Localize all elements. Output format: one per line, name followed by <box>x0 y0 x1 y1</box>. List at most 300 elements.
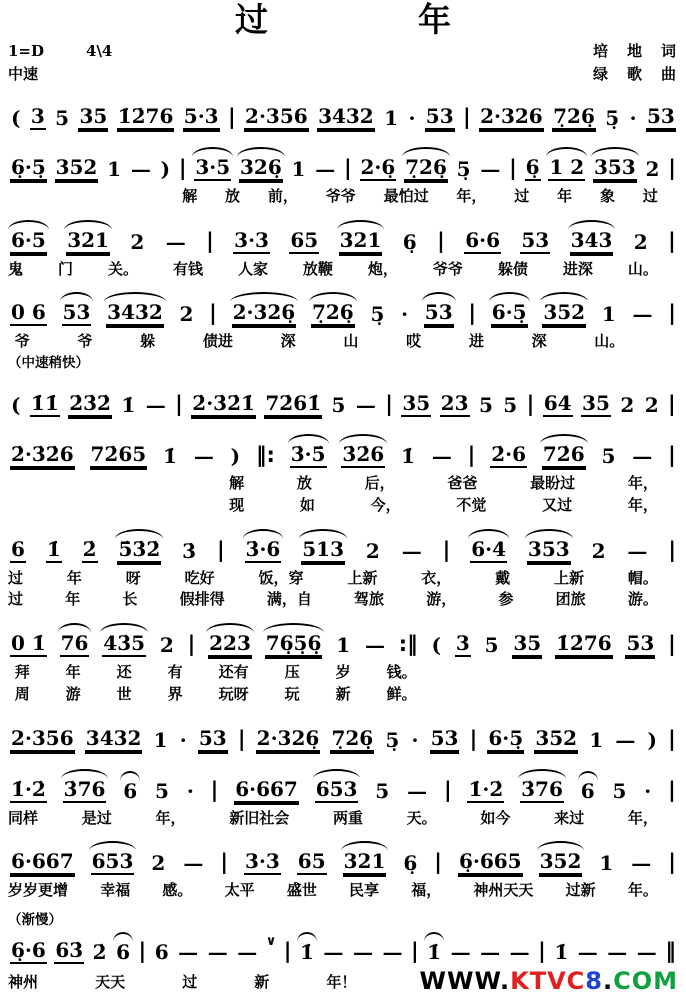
note-token: 5̣ <box>370 302 385 327</box>
note-token: 7̣26̣ <box>311 300 354 325</box>
note-token: 321 <box>339 227 382 252</box>
note-token: 35 <box>582 391 610 416</box>
note-token: 1 <box>291 156 306 181</box>
lyric-word: 解 <box>229 474 245 493</box>
lyric-word: 又过 <box>542 495 573 514</box>
note-token: · <box>179 727 187 752</box>
note-token: 6·667 <box>235 776 298 801</box>
lyrics-row <box>15 684 417 706</box>
lyric-word: 过 <box>8 590 24 609</box>
lyric-word: 过新 <box>565 881 596 900</box>
lyric-word: 假排得 <box>179 590 225 609</box>
lyric-word: 钱。 <box>386 663 417 682</box>
note-token: — <box>237 940 258 965</box>
barline: | <box>668 632 676 657</box>
note-token: 6̣ <box>525 154 540 179</box>
note-token: 6̣ <box>403 851 418 876</box>
note-token: 76 <box>60 631 89 656</box>
note-token: — <box>364 633 385 658</box>
lyric-word: 年 <box>557 186 573 205</box>
note-token: 3 <box>455 631 470 656</box>
note-token: 1 <box>153 727 168 752</box>
note-token: 6 <box>11 536 25 561</box>
lyric-word: 深 <box>280 332 296 351</box>
barline: | <box>178 155 187 180</box>
note-token: — <box>145 393 166 418</box>
tempo-marking: 中速 <box>8 65 39 84</box>
lyric-word: 福， <box>411 881 442 900</box>
barline: | <box>469 726 478 751</box>
lyric-word: 债进 <box>202 332 233 351</box>
lyric-word: 进 <box>468 332 484 351</box>
tempo-change-label: （渐慢） <box>8 912 62 929</box>
lyric-word: 长 <box>122 590 138 609</box>
note-token: — <box>627 538 648 563</box>
note-token: ) <box>160 156 171 181</box>
note-token: 3̇·5̇ <box>290 442 326 467</box>
note-token: — <box>401 538 422 563</box>
lyric-word: 新 <box>254 972 270 991</box>
note-token: 7̣26̣ <box>405 154 447 179</box>
lyric-word: 年 <box>65 663 81 682</box>
note-token: 35 <box>402 391 431 416</box>
barline: | <box>526 392 535 417</box>
title-char-1: 过 <box>235 0 268 39</box>
final-lyrics-row <box>8 972 356 994</box>
barline: | <box>187 632 196 657</box>
note-token: 1 <box>599 851 614 876</box>
note-token: — <box>165 229 186 254</box>
note-token: — <box>352 940 373 965</box>
barline: | <box>538 939 546 964</box>
lyric-word: 游， <box>426 590 457 609</box>
note-token: 326̣ <box>239 154 282 179</box>
lyric-word: 界 <box>167 684 183 703</box>
lyric-word: 新 <box>335 684 351 703</box>
note-token: 53 <box>62 300 91 325</box>
lyric-word: 年， <box>155 808 186 827</box>
music-system <box>8 145 678 208</box>
note-token: 5̣ <box>385 727 400 752</box>
lyric-word: 团旅 <box>555 590 586 609</box>
note-token: 352 <box>543 300 586 325</box>
note-token: 53 <box>424 300 453 325</box>
lyric-word: 爸爸 <box>447 474 478 493</box>
note-token: 3·3 <box>234 227 269 252</box>
note-token: 1 <box>336 633 351 658</box>
barline: | <box>175 392 183 417</box>
barline: | <box>227 104 236 129</box>
lyric-word: 驾旅 <box>354 590 385 609</box>
lyric-word: 感。 <box>162 881 193 900</box>
note-token: 53 <box>521 227 550 252</box>
lyric-word: 哎 <box>406 332 422 351</box>
note-token: 6̣·6 <box>11 938 46 963</box>
note-token: — <box>480 940 501 965</box>
music-row <box>8 381 678 422</box>
note-token: 63̇ <box>55 938 84 963</box>
barline: | <box>209 301 217 326</box>
note-token: 2̇ <box>82 536 97 561</box>
music-row <box>8 767 678 808</box>
note-token: 6 <box>123 778 138 803</box>
note-token: 6 <box>154 940 169 965</box>
note-token: 2·356 <box>11 725 74 750</box>
note-token: 3432 <box>318 103 374 128</box>
note-token: 6·4 <box>471 536 507 561</box>
watermark-ktvc: KTVC <box>510 967 586 995</box>
music-row <box>8 432 678 473</box>
note-token: 353 <box>593 154 636 179</box>
music-system <box>8 621 678 706</box>
music-row <box>8 94 678 135</box>
note-token: 5̣ <box>456 156 471 181</box>
lyric-word: 爷爷 <box>432 259 463 278</box>
lyric-word: 爷 <box>14 332 30 351</box>
lyric-word: 天。 <box>406 808 437 827</box>
lyric-word: 满，自 <box>266 590 312 609</box>
watermark-url <box>420 969 678 993</box>
note-token: — <box>407 778 428 803</box>
lyric-word: 上新 <box>554 568 585 587</box>
note-token: 6̣·5̣ <box>11 154 46 179</box>
lyric-word: 戴 <box>495 568 511 587</box>
note-token: — <box>323 940 344 965</box>
note-token: — <box>631 851 652 876</box>
lyric-word: 山 <box>343 332 359 351</box>
lyrics-row <box>15 662 417 684</box>
note-token: 2 <box>633 229 648 254</box>
lyric-word: 如 <box>299 495 315 514</box>
barline: | <box>668 443 676 468</box>
note-token: 6 <box>580 778 595 803</box>
lyric-word: 年， <box>456 186 487 205</box>
lyric-word: 衣， <box>421 568 452 587</box>
note-token: ) <box>230 444 241 469</box>
key-meter <box>8 42 112 61</box>
music-system <box>8 839 678 902</box>
lyric-word: 最盼过 <box>530 474 576 493</box>
note-token: 352 <box>55 154 98 179</box>
lyrics-row <box>8 808 658 830</box>
lyric-word: 吃好 <box>184 568 215 587</box>
lyric-word: 躲债 <box>497 259 528 278</box>
lyric-word: 神州 <box>8 972 39 991</box>
note-token: 35 <box>513 631 542 656</box>
lyric-word: 年， <box>627 495 658 514</box>
note-token: — <box>577 940 598 965</box>
music-system <box>8 381 678 422</box>
lyric-word: 饭，穿 <box>258 568 304 587</box>
lyric-word: 如今 <box>480 808 511 827</box>
bottom-row <box>8 969 678 993</box>
note-token: 6̣ <box>402 229 417 254</box>
lyric-word: 山。 <box>627 259 658 278</box>
lyric-word: 压 <box>284 663 300 682</box>
note-token: 1̇ <box>299 940 314 965</box>
music-row <box>8 716 678 757</box>
note-token: 5 <box>612 778 627 803</box>
note-token: 23 <box>440 391 469 416</box>
note-token: — <box>636 940 657 965</box>
composer-credit: 绿 歌 曲 <box>592 65 678 84</box>
note-token: 3·3 <box>244 849 280 874</box>
note-token: 1̇ <box>427 940 442 965</box>
barline: | <box>437 228 445 253</box>
lyric-word: 不觉 <box>456 495 487 514</box>
lyric-word: 上新 <box>347 568 378 587</box>
note-token: 35 <box>79 103 108 128</box>
note-token: 3̇76 <box>63 776 106 801</box>
note-token: 65 <box>297 849 326 874</box>
lyric-word: 放鞭 <box>302 259 333 278</box>
lyric-word: 周 <box>14 684 30 703</box>
note-token: 0 1̇ <box>11 631 46 656</box>
note-token: 0 6 <box>11 300 46 325</box>
watermark-com: COM <box>613 967 678 995</box>
barline: | <box>668 155 676 180</box>
watermark-eight: 8 <box>585 967 603 995</box>
note-token: 1 2 <box>549 154 585 179</box>
lyric-word: 拜 <box>14 663 30 682</box>
note-token: 1̇ <box>401 444 415 469</box>
score-body <box>8 94 678 970</box>
barline: | <box>283 939 292 964</box>
music-row <box>8 290 678 331</box>
note-token: 2·356 <box>245 103 308 128</box>
lyric-word: 门 <box>57 259 73 278</box>
note-token: 2 <box>644 393 659 418</box>
note-token: — <box>615 727 636 752</box>
lyric-word: 帽。 <box>627 568 658 587</box>
note-token: ( <box>11 393 21 418</box>
note-token: 2·326̣ <box>232 300 296 325</box>
lyric-word: 有钱 <box>172 259 203 278</box>
music-system <box>8 527 678 612</box>
note-token: — <box>632 444 653 469</box>
lyrics-row <box>229 473 658 495</box>
barline: | <box>668 301 676 326</box>
lyric-word: 年。 <box>627 881 658 900</box>
note-token: 53 <box>646 103 675 128</box>
note-token: — <box>183 851 204 876</box>
note-token: 352 <box>535 725 578 750</box>
lyric-word: 山。 <box>594 332 625 351</box>
lyric-word: 炮， <box>367 259 398 278</box>
music-system <box>8 218 678 281</box>
note-token: 53 <box>425 103 454 128</box>
lyric-word: 岁岁更增 <box>8 881 69 900</box>
lyric-word: 年 <box>65 590 81 609</box>
note-token: — <box>509 940 530 965</box>
note-token: ) <box>647 727 657 752</box>
note-token: — <box>315 156 336 181</box>
note-token: 2 <box>365 538 380 563</box>
note-token: 3 <box>30 103 45 128</box>
note-token: 6̣·665 <box>458 849 522 874</box>
lyric-word: 年， <box>627 474 658 493</box>
meta-row-2 <box>8 65 678 84</box>
breath-mark: ∨ <box>265 934 277 950</box>
lyric-word: 两重 <box>332 808 363 827</box>
note-token: 5 <box>331 393 346 418</box>
note-token: ( <box>11 105 21 130</box>
barline: :‖ <box>398 632 418 657</box>
lyric-word: 过 <box>182 972 198 991</box>
note-token: 7̣26̣ <box>553 103 595 128</box>
lyrics-row <box>8 589 658 611</box>
note-token: · <box>629 105 637 130</box>
note-token: 5̣ <box>605 105 620 130</box>
note-token: 76̣5̣6̣ <box>265 631 322 656</box>
lyric-word: 深 <box>531 332 547 351</box>
note-token: — <box>480 156 501 181</box>
note-token: 2 <box>645 156 660 181</box>
note-token: 43̇5 <box>103 631 146 656</box>
music-row <box>8 218 678 259</box>
note-token: 321 <box>343 849 386 874</box>
note-token: 1̇ <box>121 393 136 418</box>
note-token: 3·5 <box>195 154 231 179</box>
note-token: 5̇3̇2̇ <box>118 536 161 561</box>
note-token: 3432 <box>85 725 142 750</box>
music-system <box>8 767 678 830</box>
lyric-word: 现 <box>229 495 245 514</box>
note-token: 5 <box>484 633 499 658</box>
note-token: 2 <box>151 851 166 876</box>
note-token: 6·5̣ <box>488 725 524 750</box>
note-token: 2 <box>159 633 174 658</box>
note-token: · <box>411 727 419 752</box>
lyric-word: 玩 <box>284 684 300 703</box>
meta-row-1 <box>8 42 678 61</box>
note-token: 2̇·3̇2̇6 <box>11 442 74 467</box>
note-token: 53 <box>626 631 655 656</box>
lyric-word: 放 <box>296 474 312 493</box>
lyrics-row <box>8 568 658 590</box>
note-token: 72̇65 <box>90 442 147 467</box>
lyric-word: 躲 <box>140 332 156 351</box>
music-row <box>8 145 678 186</box>
lyric-word: 关。 <box>107 259 138 278</box>
note-token: 223 <box>209 631 251 656</box>
lyrics-row <box>229 495 658 517</box>
lyric-word: 盛世 <box>286 881 317 900</box>
barline: | <box>668 726 676 751</box>
barline: | <box>668 228 676 253</box>
lyric-word: 过 <box>514 186 530 205</box>
note-token: 3̇·6 <box>245 536 281 561</box>
note-token: 5·3 <box>183 103 219 128</box>
note-token: 6·5 <box>11 227 46 252</box>
lyric-word: 后， <box>364 474 395 493</box>
note-token: 2 <box>591 538 606 563</box>
note-token: 2̇·3̇2̇1̇ <box>192 391 255 416</box>
note-token: · <box>408 105 416 130</box>
barline: | <box>237 726 246 751</box>
barline: | <box>468 301 477 326</box>
note-token: · <box>401 302 409 327</box>
lyric-word: 是过 <box>81 808 112 827</box>
lyric-word: 新旧社会 <box>229 808 290 827</box>
barline: | <box>206 228 214 253</box>
key-signature: 1=D <box>8 42 45 61</box>
music-system <box>8 432 678 517</box>
lyric-word: 鬼 <box>8 259 24 278</box>
note-token: 343 <box>570 227 613 252</box>
title-char-2: 年 <box>418 0 451 39</box>
lyric-word: 解 <box>182 186 198 205</box>
lyric-word: 爷 <box>77 332 93 351</box>
note-token: 5 <box>155 778 169 803</box>
lyric-word: 年 <box>66 568 82 587</box>
note-token: 5 <box>601 444 616 469</box>
music-row <box>8 839 678 880</box>
music-system <box>8 94 678 135</box>
music-system <box>8 912 678 969</box>
music-system <box>8 716 678 757</box>
note-token: ( <box>431 633 441 658</box>
lyric-word: 年！ <box>326 972 357 991</box>
lyric-word: 神州天天 <box>473 881 534 900</box>
barline: | <box>467 443 476 468</box>
lyric-word: 鲜。 <box>386 684 417 703</box>
note-token: — <box>130 156 151 181</box>
lyric-word: 幸福 <box>100 881 131 900</box>
music-system <box>8 290 678 371</box>
note-token: 2 <box>179 302 194 327</box>
lyrics-row <box>8 259 658 281</box>
barline: | <box>509 155 517 180</box>
note-token: — <box>193 444 214 469</box>
note-token: 5 <box>55 105 70 130</box>
barline: | <box>410 939 419 964</box>
lyric-word: 过 <box>8 568 24 587</box>
lyric-word: 游。 <box>627 590 658 609</box>
time-signature: 4\4 <box>86 42 113 61</box>
note-token: 1̇·2̇ <box>468 776 504 801</box>
note-token: — <box>178 940 199 965</box>
note-token: 1̇2̇76 <box>117 103 174 128</box>
note-token: 64 <box>543 391 572 416</box>
note-token: 2·6̣ <box>360 154 396 179</box>
note-token: 653 <box>91 849 134 874</box>
barline: ‖ <box>665 939 676 964</box>
lyric-word: 玩呀 <box>218 684 249 703</box>
note-token: 3̇ <box>182 538 197 563</box>
barline: | <box>463 104 471 129</box>
note-token: 1̇1̇ <box>30 391 59 416</box>
note-token: 1̇·2̇ <box>11 776 46 801</box>
note-token: 72̇61̇ <box>265 391 322 416</box>
lyric-word: 进深 <box>562 259 593 278</box>
note-token: 3̇2̇6 <box>342 442 385 467</box>
note-token: 653 <box>315 776 358 801</box>
barline: | <box>668 537 676 562</box>
note-token: 1̇ <box>554 940 569 965</box>
note-token: 6·667 <box>11 849 74 874</box>
note-token: 2̇·6 <box>491 442 526 467</box>
note-token: 6 <box>116 940 131 965</box>
note-token: 2 <box>130 229 145 254</box>
lyric-word: 过 <box>642 186 658 205</box>
barline: | <box>344 155 352 180</box>
barline: | <box>210 777 219 802</box>
lyric-word: 最怕过 <box>383 186 429 205</box>
lyric-word: 来过 <box>554 808 585 827</box>
note-token: 1 <box>107 156 122 181</box>
lyric-word: 爷爷 <box>325 186 356 205</box>
